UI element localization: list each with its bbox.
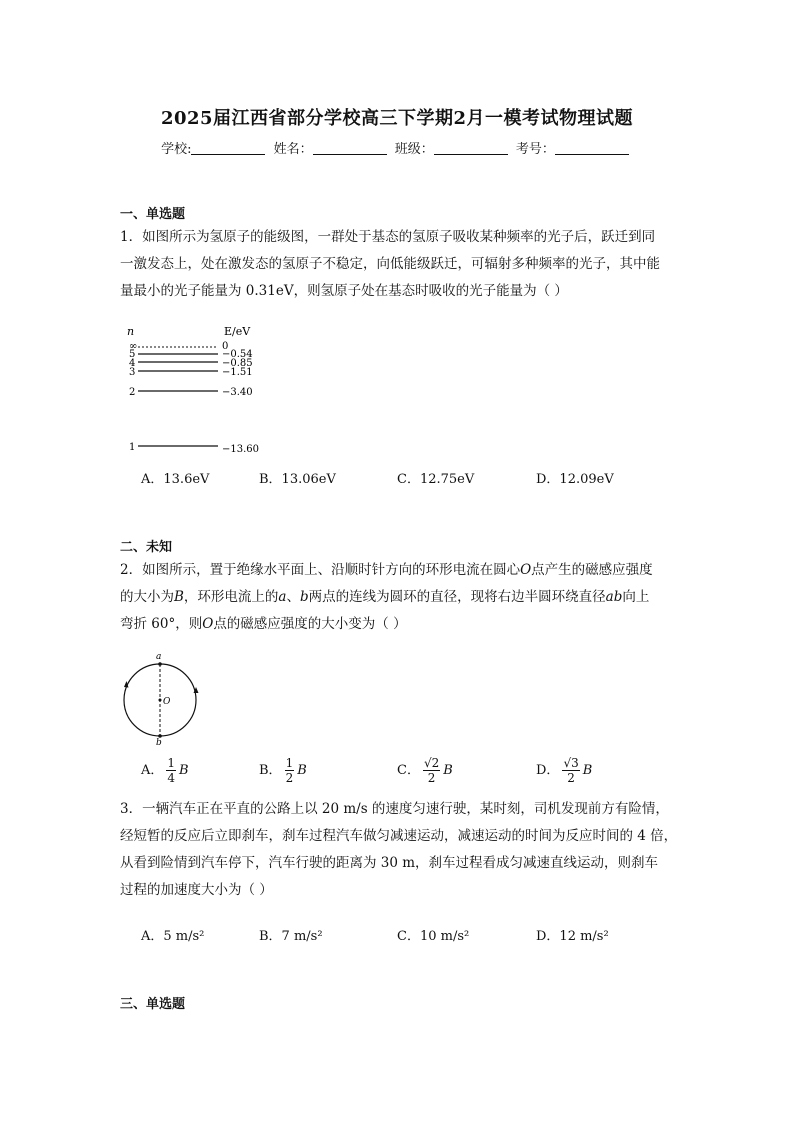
denominator: 2 [567,771,575,785]
q2-option-b[interactable] [259,756,307,785]
level-energy-label: −13.60 [222,444,260,455]
q2-symbol-o: O [202,616,214,632]
q1-option-d[interactable]: D．12.09eV [536,472,614,487]
energy-level-diagram [118,322,278,460]
level-energy-label: −0.54 [222,349,253,360]
ring-current-diagram [116,650,204,746]
denominator: 4 [167,771,176,785]
q3-option-d[interactable]: D．12 m/s² [536,929,609,944]
q2-symbol-ab: ab [605,589,623,605]
level-n-label: 2 [129,387,136,398]
variable-b: B [443,763,453,778]
label-b: b [156,738,162,746]
numerator: 1 [285,756,294,770]
question-2-line [120,611,680,638]
q1-option-c[interactable]: C．12.75eV [397,472,475,487]
denominator: 2 [427,771,436,785]
question-3-line: 过程的加速度大小为（ ） [120,882,273,898]
level-n-label: 1 [129,442,136,453]
section-heading-3: 三、单选题 [120,997,186,1012]
class-label: 班级： [394,142,434,157]
question-2-line [120,584,680,611]
label-a: a [156,652,162,662]
q3-option-b[interactable]: B．7 m/s² [259,929,323,944]
q2-symbol-o: O [520,562,532,578]
variable-b: B [179,763,189,778]
exam-no-blank[interactable] [555,142,629,155]
question-2-line [120,557,680,584]
question-3-line: 从看到险情到汽车停下，汽车行驶的距离为 30 m，刹车过程看成匀减速直线运动，则刹车 [120,855,659,871]
fraction [423,756,440,785]
q2-text-segment: 的大小为 [120,589,174,605]
level-n-label: 5 [129,349,136,360]
q2-option-d[interactable] [536,756,592,785]
level-n-label: ∞ [129,341,138,352]
n-axis-label: n [127,325,135,338]
fraction [166,756,176,785]
numerator: 1 [167,756,176,770]
name-blank[interactable] [313,142,387,155]
student-info-line [0,138,794,157]
name-label: 姓名： [273,142,313,157]
option-letter: B． [259,763,282,778]
q2-option-a[interactable] [141,756,189,785]
class-blank[interactable] [434,142,508,155]
q1-option-b[interactable]: B．13.06eV [259,472,336,487]
option-letter: C． [397,763,420,778]
option-letter: D． [536,763,560,778]
level-energy-label: −0.85 [222,358,253,369]
fraction [562,756,579,785]
question-1-text [120,224,680,305]
variable-b: B [297,763,307,778]
question-3-line: 经短暂的反应后立即刹车，刹车过程汽车做匀减速运动，减速运动的时间为反应时间的 4 倍， [120,828,678,844]
point-a [158,662,162,666]
q1-option-a[interactable]: A．13.6eV [141,472,210,487]
q2-text-segment: 两点的连线为圆环的直径，现将右边半圆环绕直径 [308,589,606,605]
denominator: 2 [285,771,294,785]
question-1-line: 1．如图所示为氢原子的能级图，一群处于基态的氢原子吸收某种频率的光子后，跃迁到同 [120,229,656,245]
q2-text-segment: 向上 [622,589,650,605]
question-1-line: 一激发态上，处在激发态的氢原子不稳定，向低能级跃迁，可辐射多种频率的光子，其中能 [120,256,660,272]
q3-option-c[interactable]: C．10 m/s² [397,929,470,944]
level-energy-label: −1.51 [222,367,253,378]
q2-symbol-a: a [278,589,287,605]
option-letter: A． [141,763,164,778]
level-energy-label: −3.40 [222,387,253,398]
q2-symbol-b: b [299,589,309,605]
numerator: √3 [563,756,579,770]
exam-no-label: 考号： [515,142,555,157]
center-point [159,699,162,702]
school-blank[interactable] [191,142,265,155]
q2-text-segment: ，环形电流上的 [183,589,279,605]
question-1-line: 量最小的光子能量为 0.31eV，则氢原子处在基态时吸收的光子能量为（ ） [120,283,568,299]
level-n-label: 4 [129,358,136,369]
q2-text-segment: 、 [286,589,300,605]
q2-option-c[interactable] [397,756,453,785]
level-n-label: 3 [129,367,136,378]
q2-text-segment: 点产生的磁感应强度 [531,562,653,578]
section-heading-2: 二、未知 [120,540,173,555]
label-o: O [163,697,171,707]
q2-symbol-b-field: B [174,589,184,605]
numerator: √2 [423,756,440,770]
question-3-text [120,796,680,904]
q2-text-segment: 2．如图所示，置于绝缘水平面上、沿顺时针方向的环形电流在圆心 [120,562,521,578]
q2-text-segment: 点的磁感应强度的大小变为（ ） [213,616,407,632]
section-heading-1: 一、单选题 [120,207,186,222]
page-title: 2025届江西省部分学校高三下学期2月一模考试物理试题 [160,108,634,129]
question-3-line: 3．一辆汽车正在平直的公路上以 20 m/s 的速度匀速行驶，某时刻，司机发现前方有险情， [120,801,669,817]
energy-axis-label: E/eV [224,325,251,338]
q3-option-a[interactable]: A．5 m/s² [141,929,205,944]
fraction [285,756,295,785]
variable-b: B [582,763,593,778]
school-label: 学校: [161,142,192,157]
question-2-text [120,557,680,638]
level-energy-label: 0 [222,341,229,352]
q2-text-segment: 弯折 60°，则 [120,616,203,632]
